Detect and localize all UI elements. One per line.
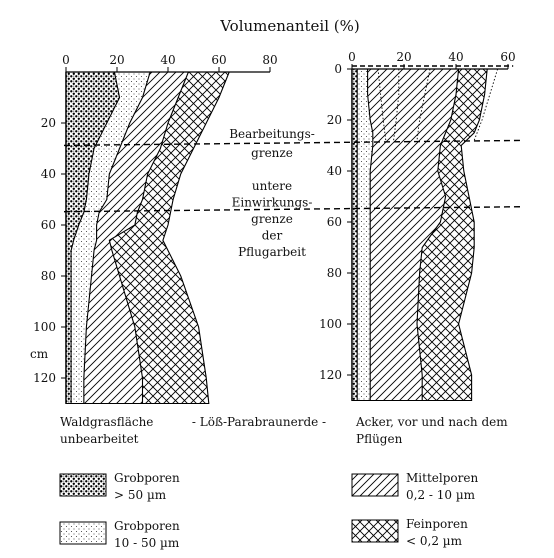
annotation-bearbeitungsgrenze-line: Bearbeitungs- xyxy=(229,127,315,141)
legend-swatch-feinporen xyxy=(352,520,398,542)
left-y-tick-label: 20 xyxy=(40,116,56,130)
captions xyxy=(60,415,508,446)
legend-label-grobporen-10-50: Grobporen xyxy=(114,519,180,533)
chart-title: Volumenanteil (%) xyxy=(220,17,360,35)
annotations xyxy=(229,127,315,259)
right-x-tick-label: 20 xyxy=(396,50,412,64)
left-x-tick-label: 40 xyxy=(160,53,176,67)
right-y-tick-label: 60 xyxy=(326,215,342,229)
left-y-tick-label: 40 xyxy=(40,167,56,181)
legend-swatch-grobporen-10-50 xyxy=(60,522,106,544)
right-x-tick-label: 0 xyxy=(348,50,356,64)
annotation-einwirkungsgrenze-line: Einwirkungs- xyxy=(231,195,313,210)
right-y-tick-label: 80 xyxy=(326,266,342,280)
annotation-einwirkungsgrenze-line: untere xyxy=(251,179,293,193)
left-x-tick-label: 60 xyxy=(211,53,227,67)
annotation-einwirkungsgrenze-line: der xyxy=(261,228,283,243)
legend-label-grobporen-10-50: 10 - 50 µm xyxy=(114,536,180,550)
caption-right-line: Pflügen xyxy=(356,432,403,446)
left-y-tick-label: 80 xyxy=(40,269,56,283)
right-y-tick-label: 20 xyxy=(326,113,342,127)
right-x-tick-label: 60 xyxy=(500,50,516,64)
left-y-tick-label: 60 xyxy=(40,218,56,232)
annotation-einwirkungsgrenze-line: Pflugarbeit xyxy=(238,245,306,259)
legend-label-grobporen-50: Grobporen xyxy=(114,471,180,485)
legend-label-mittelporen: Mittelporen xyxy=(406,471,479,485)
caption-left-line: unbearbeitet xyxy=(60,432,139,446)
left-y-tick-label: 100 xyxy=(33,320,56,334)
legend-label-grobporen-50: > 50 µm xyxy=(114,488,167,502)
legend xyxy=(60,471,478,550)
right-y-tick-label: 40 xyxy=(326,164,342,178)
panel-right xyxy=(319,50,516,401)
annotation-bearbeitungsgrenze-line: grenze xyxy=(251,146,293,160)
right-band-grobporen-50 xyxy=(352,69,357,401)
left-x-tick-label: 0 xyxy=(62,53,70,67)
legend-label-mittelporen: 0,2 - 10 µm xyxy=(406,488,476,502)
caption-left-line: Waldgrasfläche xyxy=(60,415,154,429)
legend-swatch-grobporen-50 xyxy=(60,474,106,496)
left-y-tick-label: 120 xyxy=(33,371,56,385)
right-y-tick-label: 0 xyxy=(334,62,342,76)
panel-left xyxy=(30,53,278,404)
left-x-tick-label: 20 xyxy=(109,53,125,67)
caption-center: - Löß-Parabraunerde - xyxy=(191,415,327,429)
legend-label-feinporen: < 0,2 µm xyxy=(406,534,462,548)
y-unit-label: cm xyxy=(30,347,49,361)
caption-right-line: Acker, vor und nach dem xyxy=(356,415,508,429)
right-y-tick-label: 120 xyxy=(319,368,342,382)
legend-swatch-mittelporen xyxy=(352,474,398,496)
legend-label-feinporen: Feinporen xyxy=(406,517,468,531)
right-x-tick-label: 40 xyxy=(448,50,464,64)
right-y-tick-label: 100 xyxy=(319,317,342,331)
annotation-einwirkungsgrenze-line: grenze xyxy=(251,212,293,226)
left-x-tick-label: 80 xyxy=(262,53,278,67)
